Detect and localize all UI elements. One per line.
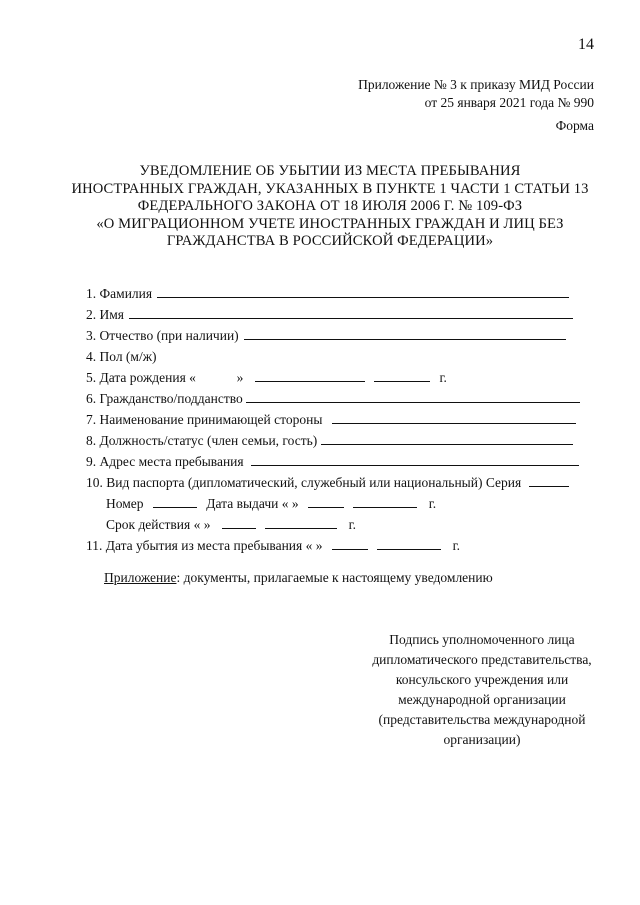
field-citizenship <box>86 388 580 409</box>
signature-line: дипломатического представительства, <box>372 652 592 667</box>
signature-block <box>352 630 612 750</box>
field-passport-validity <box>86 514 580 535</box>
field-address <box>86 451 580 472</box>
field-label: Срок действия « » <box>106 517 211 532</box>
field-passport-type <box>86 472 580 493</box>
passport-number-blank[interactable] <box>153 493 197 508</box>
year-suffix: г. <box>428 496 437 511</box>
signature-line: Подпись уполномоченного лица <box>389 632 575 647</box>
field-label: 10. Вид паспорта (дипломатический, служебный или национальный) Серия <box>86 475 522 490</box>
signature-line: международной организации <box>398 692 566 707</box>
issue-year-blank[interactable] <box>353 493 417 508</box>
attachment-text: : документы, прилагаемые к настоящему уведомлению <box>176 570 493 585</box>
field-surname <box>86 283 580 304</box>
field-label: 7. Наименование принимающей стороны <box>86 412 323 427</box>
year-suffix: г. <box>439 370 447 385</box>
field-patronymic <box>86 325 580 346</box>
signature-line: (представительства международной <box>378 712 586 727</box>
title-line: «О МИГРАЦИОННОМ УЧЕТЕ ИНОСТРАННЫХ ГРАЖДАН И ЛИЦ БЕЗ <box>96 215 564 232</box>
field-sex <box>86 346 580 367</box>
form-fields <box>86 283 580 556</box>
passport-series-blank[interactable] <box>529 472 569 487</box>
departure-month-blank[interactable] <box>332 535 368 550</box>
page-number: 14 <box>578 36 594 53</box>
field-passport-number <box>86 493 580 514</box>
field-label: 8. Должность/статус (член семьи, гость) <box>86 433 318 448</box>
position-status-blank[interactable] <box>321 430 573 445</box>
departure-year-blank[interactable] <box>377 535 441 550</box>
field-label: 5. Дата рождения « <box>86 370 196 385</box>
field-label: 4. Пол (м/ж) <box>86 349 157 364</box>
quote-close: » <box>236 370 244 385</box>
attachment-label: Приложение <box>104 570 177 585</box>
field-label: 1. Фамилия <box>86 286 153 301</box>
issue-month-blank[interactable] <box>308 493 344 508</box>
form-label: Форма <box>555 118 594 133</box>
name-blank[interactable] <box>129 304 573 319</box>
year-suffix: г. <box>348 517 356 532</box>
appendix-line-1: Приложение № 3 к приказу МИД России <box>358 77 594 92</box>
field-name <box>86 304 580 325</box>
document-title <box>70 163 590 251</box>
valid-month-blank[interactable] <box>222 514 256 529</box>
appendix-line-2: от 25 января 2021 года № 990 <box>424 95 594 110</box>
birth-month-blank[interactable] <box>255 367 365 382</box>
signature-line: консульского учреждения или <box>395 672 569 687</box>
patronymic-blank[interactable] <box>244 325 566 340</box>
field-label: 6. Гражданство/подданство <box>86 391 243 406</box>
valid-year-blank[interactable] <box>265 514 337 529</box>
field-label: Дата выдачи « » <box>206 496 299 511</box>
surname-blank[interactable] <box>157 283 569 298</box>
appendix-reference <box>358 76 594 112</box>
title-line: ИНОСТРАННЫХ ГРАЖДАН, УКАЗАННЫХ В ПУНКТЕ 1 ЧАСТИ 1 СТАТЬИ 13 <box>71 180 589 197</box>
signature-line: организации) <box>443 732 521 747</box>
field-birth-date <box>86 367 580 388</box>
field-departure-date <box>86 535 580 556</box>
field-label: 11. Дата убытия из места пребывания « » <box>86 538 323 553</box>
title-line: ФЕДЕРАЛЬНОГО ЗАКОНА ОТ 18 ИЮЛЯ 2006 Г. № 109-ФЗ <box>137 198 523 214</box>
field-label: Номер <box>106 496 144 511</box>
title-line: УВЕДОМЛЕНИЕ ОБ УБЫТИИ ИЗ МЕСТА ПРЕБЫВАНИЯ <box>139 163 521 179</box>
field-label: 3. Отчество (при наличии) <box>86 328 239 343</box>
citizenship-blank[interactable] <box>246 388 580 403</box>
attachment-note <box>104 570 493 586</box>
year-suffix: г. <box>452 538 460 553</box>
host-party-blank[interactable] <box>332 409 576 424</box>
field-host-party <box>86 409 580 430</box>
field-label: 2. Имя <box>86 307 125 322</box>
field-position-status <box>86 430 580 451</box>
field-label: 9. Адрес места пребывания <box>86 454 244 469</box>
title-line: ГРАЖДАНСТВА В РОССИЙСКОЙ ФЕДЕРАЦИИ» <box>166 233 494 249</box>
birth-year-blank[interactable] <box>374 367 430 382</box>
address-blank[interactable] <box>251 451 579 466</box>
